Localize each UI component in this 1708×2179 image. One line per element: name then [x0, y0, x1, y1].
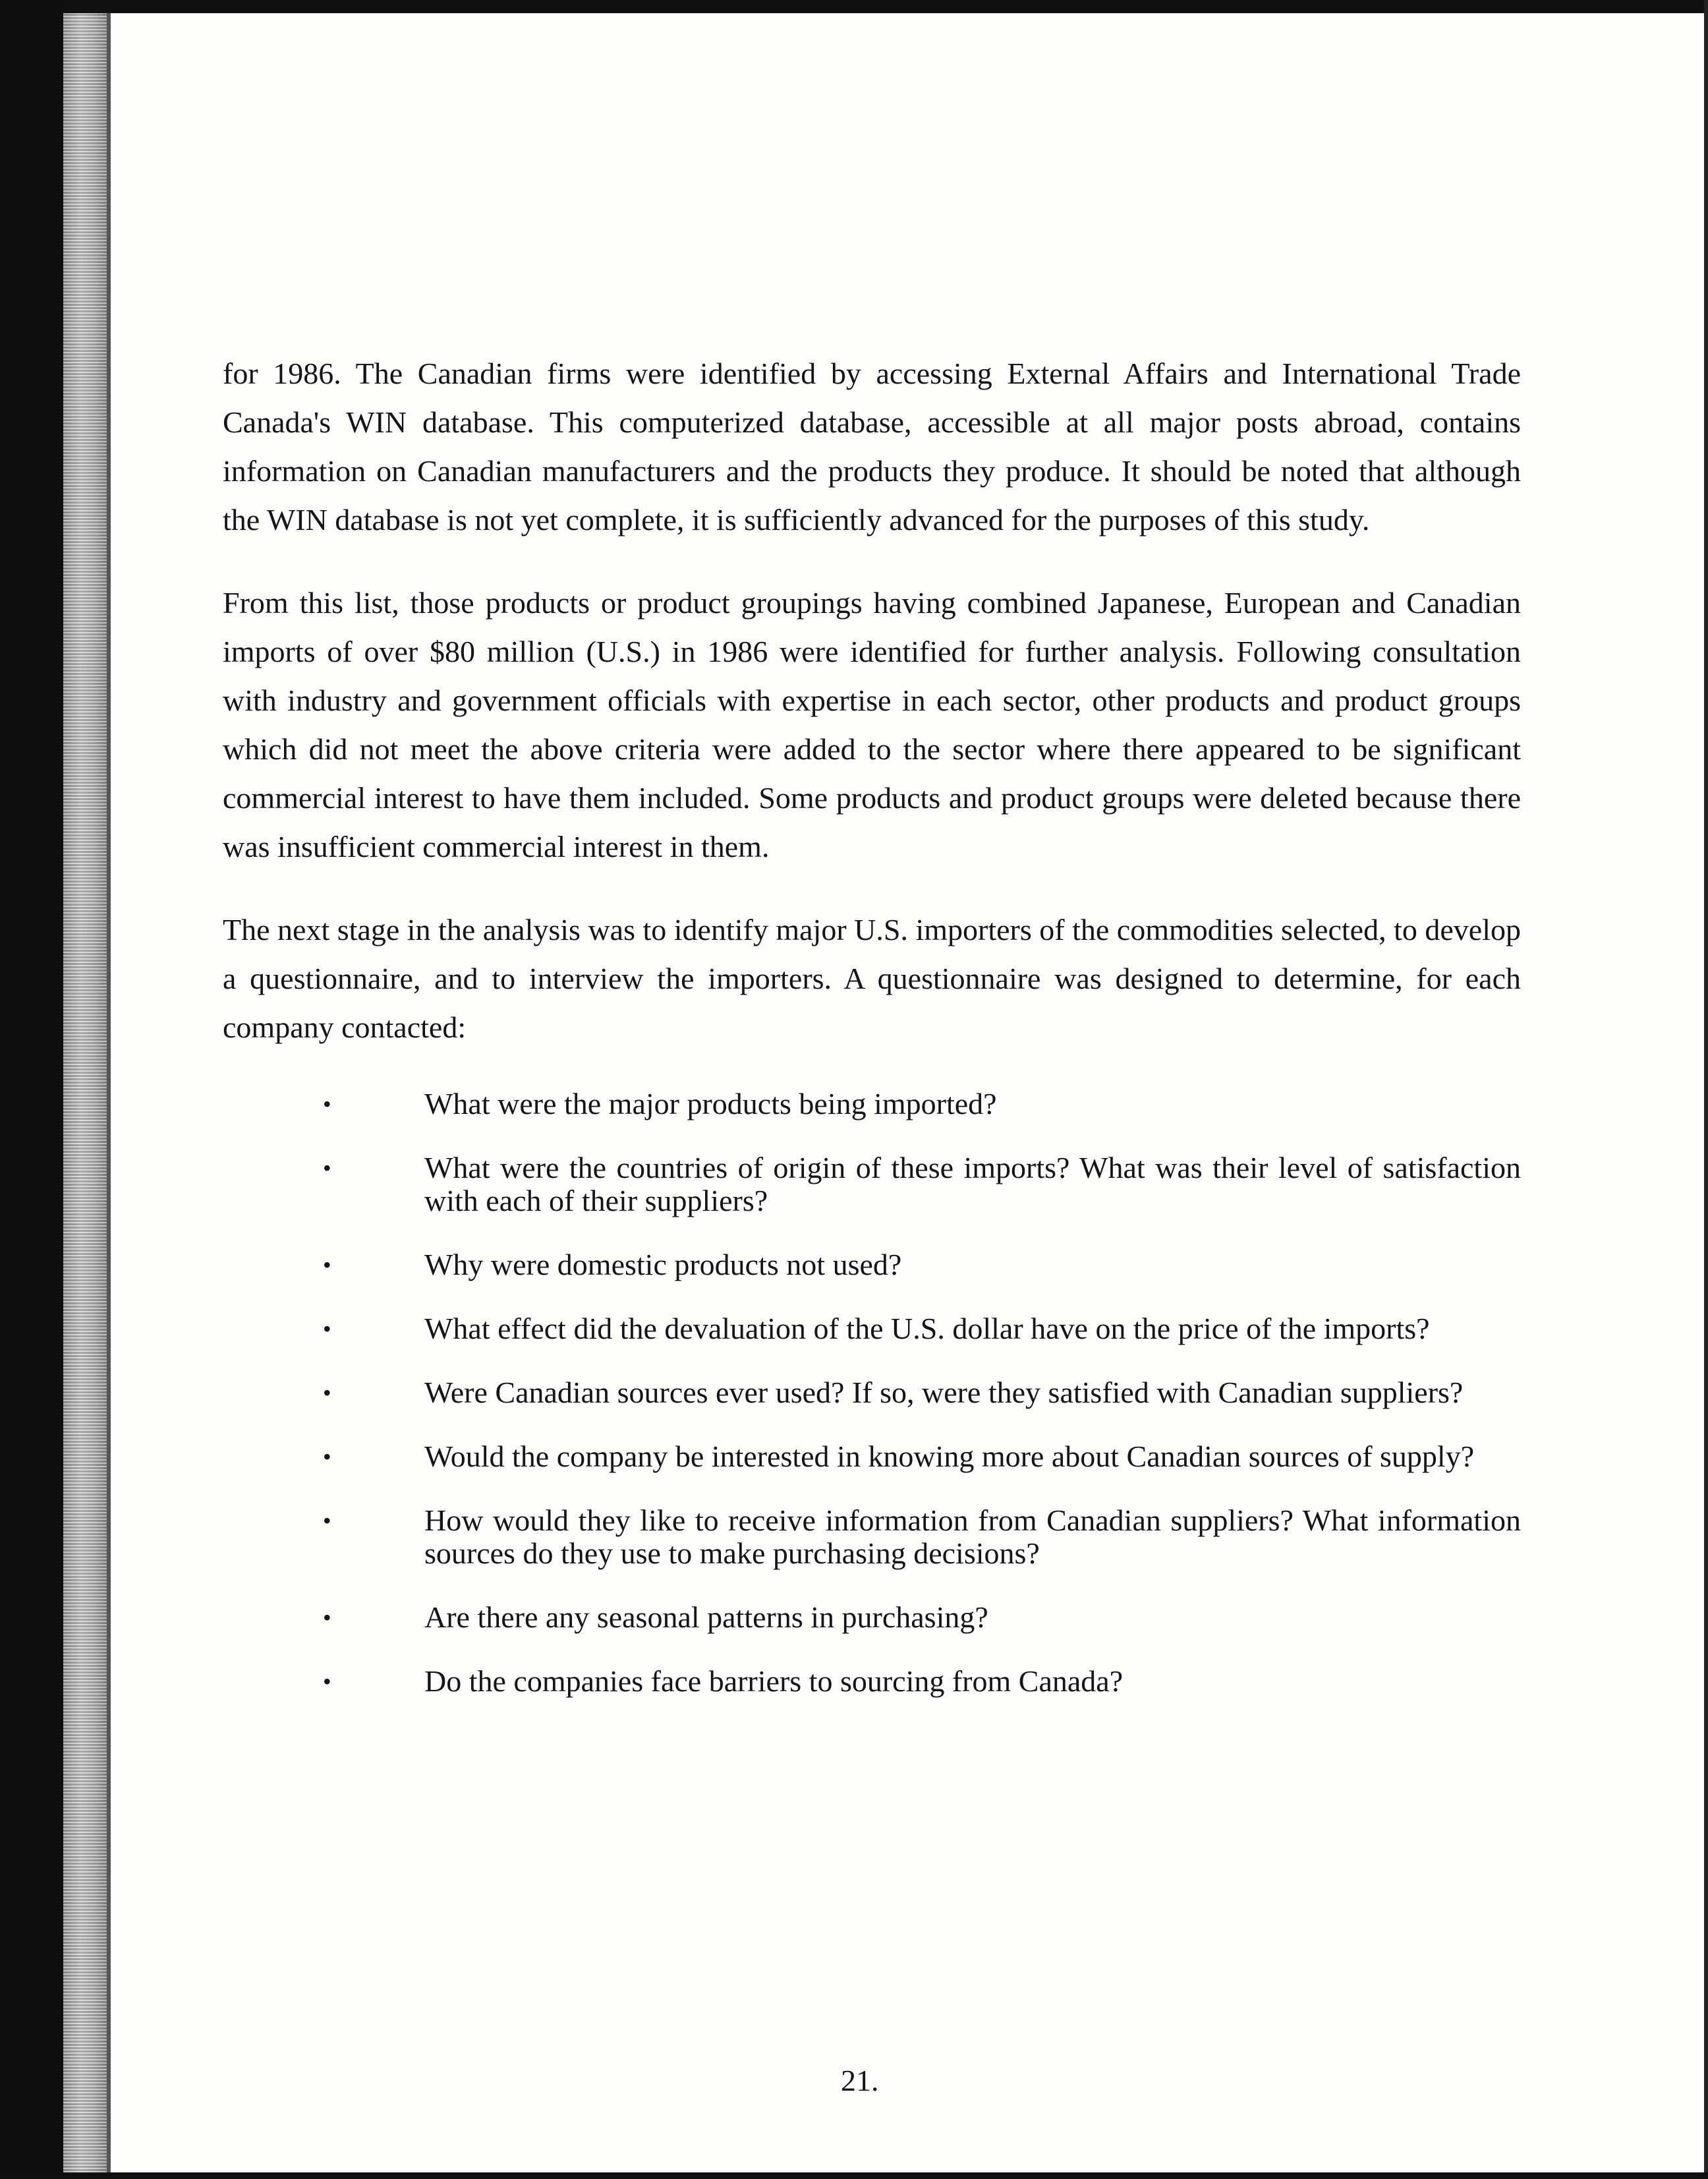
- question-text: Were Canadian sources ever used? If so, were they satisfied with Canadian suppliers?: [424, 1376, 1464, 1409]
- bullet-icon: •: [323, 1091, 331, 1117]
- paragraph-win-database: for 1986. The Canadian firms were identified by accessing External Affairs and International Trade Canada's WIN database. This computerized database, accessible at all major posts abroad, contains information on Canadian manufacturers and the products they produce. It should be noted that although the WIN database is not yet complete, it is sufficiently advanced for the purposes of this study.: [223, 357, 1521, 537]
- paragraph-questionnaire-intro: The next stage in the analysis was to identify major U.S. importers of the commodities selected, to develop a questionnaire, and to interview the importers. A questionnaire was designed to determine, for each company contacted:: [223, 913, 1521, 1044]
- binding-strip: [63, 13, 107, 2172]
- scan-edge-top: [0, 0, 1708, 13]
- list-item: [223, 1151, 1521, 1217]
- questionnaire-list: [223, 1088, 1521, 1698]
- question-text: Do the companies face barriers to sourcing from Canada?: [424, 1664, 1124, 1698]
- bullet-icon: •: [323, 1380, 331, 1406]
- question-text: What effect did the devaluation of the U.S. dollar have on the price of the imports?: [424, 1312, 1430, 1345]
- bullet-icon: •: [323, 1316, 331, 1342]
- question-text: Why were domestic products not used?: [424, 1248, 902, 1281]
- bullet-icon: •: [323, 1668, 331, 1695]
- bullet-icon: •: [323, 1443, 331, 1470]
- list-item: [223, 1601, 1521, 1634]
- binding-shadow: [107, 13, 111, 2172]
- page-number: 21.: [841, 2064, 879, 2097]
- list-item: [223, 1312, 1521, 1345]
- question-text: Are there any seasonal patterns in purchasing?: [424, 1600, 988, 1634]
- bullet-icon: •: [323, 1155, 331, 1181]
- bullet-icon: •: [323, 1604, 331, 1631]
- question-text: What were the countries of origin of these imports? What was their level of satisfaction with each of their suppliers?: [424, 1151, 1521, 1217]
- bullet-icon: •: [323, 1507, 331, 1534]
- list-item: [223, 1248, 1521, 1281]
- paragraph-product-selection: From this list, those products or product groupings having combined Japanese, European and Canadian imports of over $80 million (U.S.) in 1986 were identified for further analysis. Following consultation with industry and government officials with expertise in each sector, other products and product groups which did not meet the above criteria were added to the sector where there appeared to be significant commercial interest to have them included. Some products and product groups were deleted because there was insufficient commercial interest in them.: [223, 586, 1521, 863]
- list-item: [223, 1376, 1521, 1409]
- list-item: [223, 1440, 1521, 1473]
- list-item: [223, 1665, 1521, 1698]
- page-body: [223, 349, 1521, 1729]
- scan-edge-left: [0, 0, 63, 2179]
- scan-edge-right: [1704, 0, 1708, 2179]
- question-text: How would they like to receive information from Canadian suppliers? What information sources do they use to make purchasing decisions?: [424, 1503, 1521, 1570]
- list-item: [223, 1504, 1521, 1570]
- question-text: What were the major products being imported?: [424, 1087, 997, 1120]
- bullet-icon: •: [323, 1252, 331, 1278]
- list-item: [223, 1088, 1521, 1120]
- question-text: Would the company be interested in knowing more about Canadian sources of supply?: [424, 1439, 1475, 1473]
- scan-edge-bottom: [0, 2172, 1708, 2179]
